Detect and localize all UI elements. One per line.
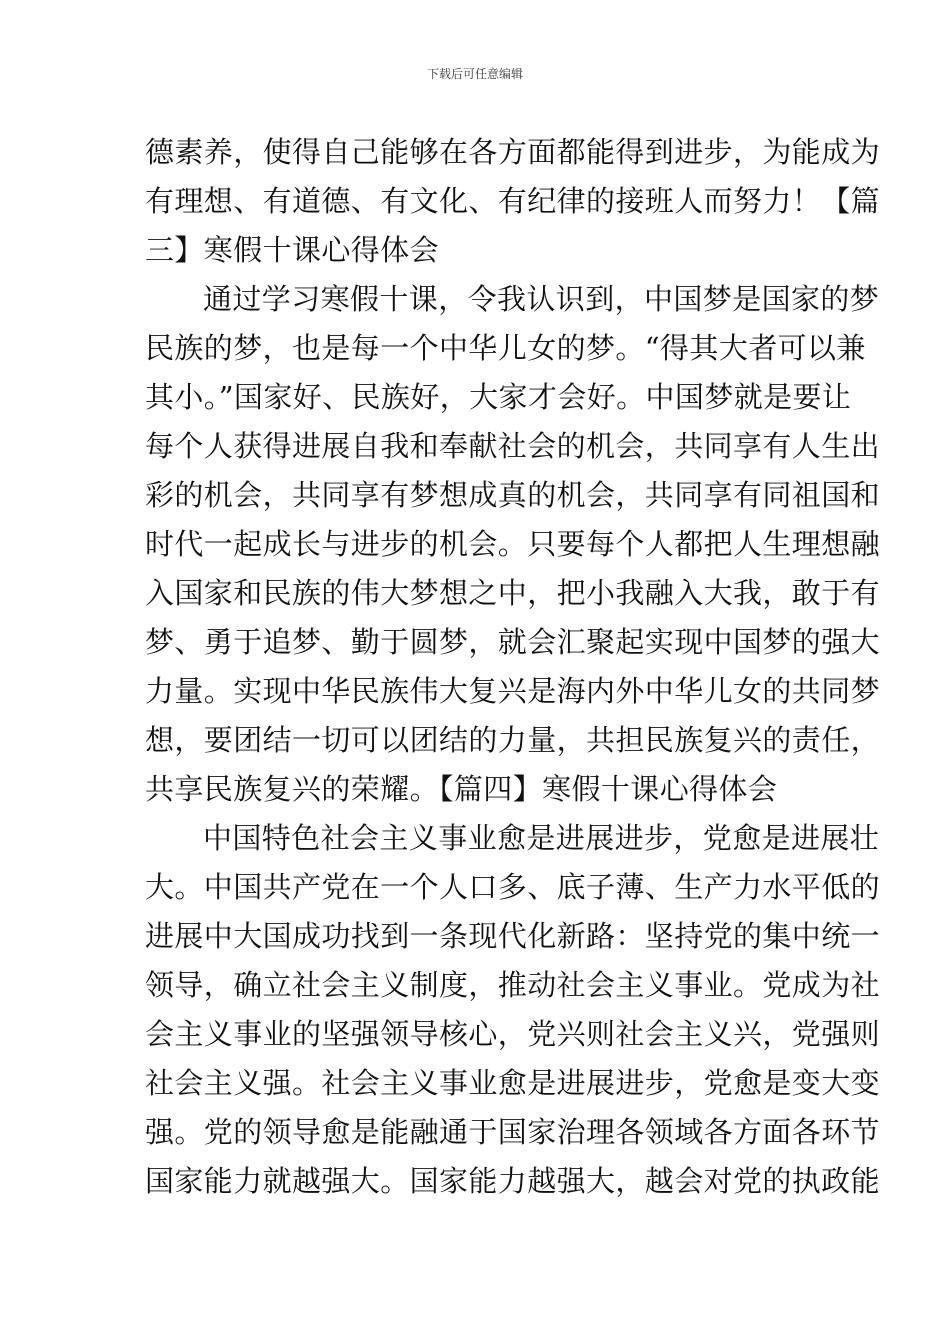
text-line: 力量。实现中华民族伟大复兴是海内外中华儿女的共同梦 [145,674,881,708]
text-line: 梦、勇于追梦、勤于圆梦，就会汇聚起实现中国梦的强大 [145,625,881,659]
text-line: 国家能力就越强大。国家能力越强大，越会对党的执政能 [145,1164,881,1198]
text-line: 德素养，使得自己能够在各方面都能得到进步，为能成为 [145,135,881,169]
text-line: 彩的机会，共同享有梦想成真的机会，共同享有同祖国和 [145,478,881,512]
text-line: 会主义事业的坚强领导核心，党兴则社会主义兴，党强则 [145,1017,881,1051]
text-line: 强。党的领导愈是能融通于国家治理各领域各方面各环节 [145,1115,881,1149]
text-line: 想，要团结一切可以团结的力量，共担民族复兴的责任， [145,723,881,757]
text-line: 每个人获得进展自我和奉献社会的机会，共同享有人生出 [145,429,881,463]
body-text [145,128,881,1206]
text-line: 中国特色社会主义事业愈是进展进步，党愈是进展壮 [203,821,880,855]
text-line: 三】寒假十课心得体会 [145,233,440,267]
text-line: 民族的梦，也是每一个中华儿女的梦。“得其大者可以兼 [145,331,866,365]
text-line: 其小。”国家好、民族好，大家才会好。中国梦就是要让 [145,380,852,414]
text-line: 领导，确立社会主义制度，推动社会主义事业。党成为社 [145,968,881,1002]
text-line: 进展中大国成功找到一条现代化新路：坚持党的集中统一 [145,919,881,953]
text-line: 入国家和民族的伟大梦想之中，把小我融入大我，敢于有 [145,576,881,610]
text-line: 时代一起成长与进步的机会。只要每个人都把人生理想融 [145,527,881,561]
text-line: 社会主义强。社会主义事业愈是进展进步，党愈是变大变 [145,1066,881,1100]
text-line: 大。中国共产党在一个人口多、底子薄、生产力水平低的 [145,870,881,904]
text-line: 通过学习寒假十课，令我认识到，中国梦是国家的梦 [203,282,880,316]
text-line: 共享民族复兴的荣耀。【篇四】寒假十课心得体会 [145,772,778,806]
header-note: 下载后可任意编辑 [426,67,523,81]
text-line: 有理想、有道德、有文化、有纪律的接班人而努力！【篇 [145,184,881,218]
